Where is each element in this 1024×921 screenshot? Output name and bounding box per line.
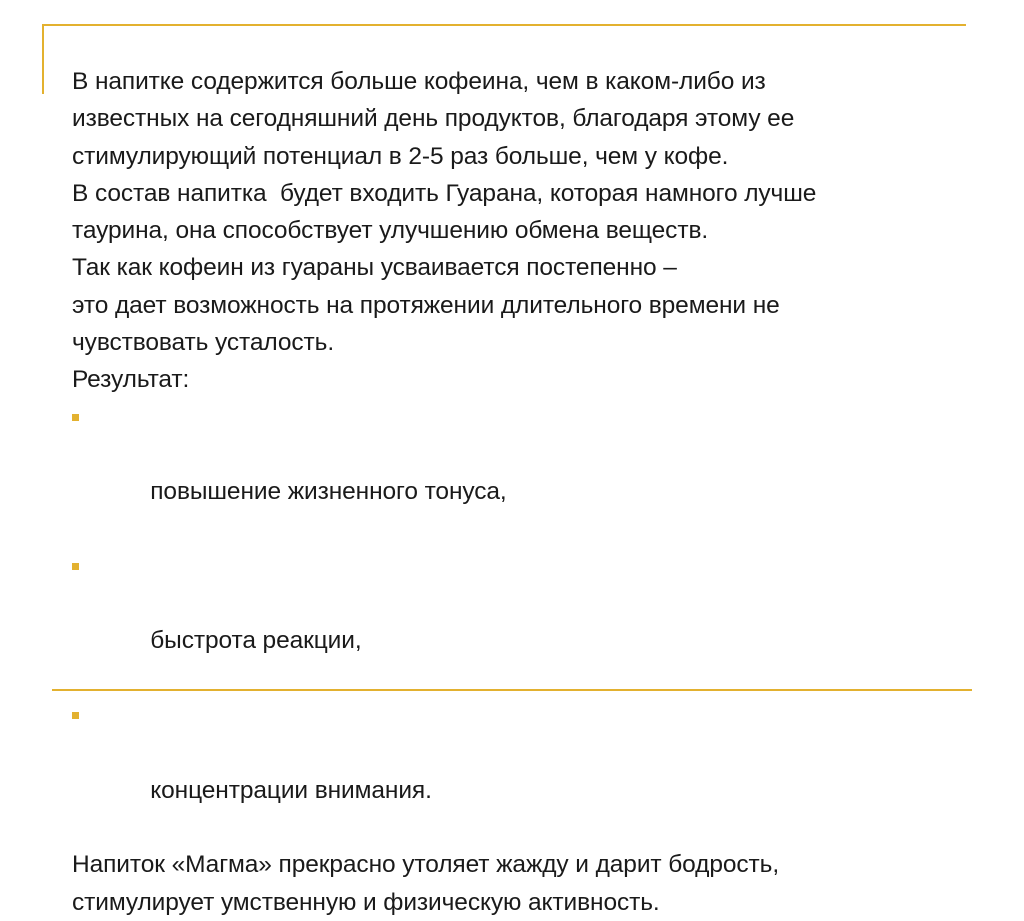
closing-line-1: Напиток «Магма» прекрасно утоляет жажду и дарит бодрость, xyxy=(72,851,780,879)
square-bullet-icon xyxy=(72,712,79,719)
body-line-5: таурина, она способствует улучшению обмена веществ. xyxy=(72,217,709,245)
list-item xyxy=(72,399,972,548)
list-item xyxy=(72,548,972,697)
result-heading: Результат: xyxy=(72,366,190,394)
closing-line-2: стимулирует умственную и физическую активность. xyxy=(72,888,660,916)
body-line-4: В состав напитка будет входить Гуарана, которая намного лучше xyxy=(72,179,817,207)
body-line-1: В напитке содержится больше кофеина, чем в каком-либо из xyxy=(72,68,766,95)
list-item-text: концентрации внимания. xyxy=(150,776,432,804)
result-list xyxy=(72,399,972,847)
list-item-text: повышение жизненного тонуса, xyxy=(150,478,507,506)
frame-left-rule xyxy=(42,24,44,94)
slide-body xyxy=(72,63,972,921)
frame-bottom-rule xyxy=(52,689,972,691)
list-item xyxy=(72,697,972,846)
body-line-2: известных на сегодняшний день продуктов, благодаря этому ее xyxy=(72,105,795,133)
body-line-3: стимулирующий потенциал в 2-5 раз больше, чем у кофе. xyxy=(72,142,729,170)
body-line-8: чувствовать усталость. xyxy=(72,329,335,357)
list-item-text: быстрота реакции, xyxy=(150,627,362,655)
square-bullet-icon xyxy=(72,414,79,421)
body-line-7: это дает возможность на протяжении длительного времени не xyxy=(72,291,780,319)
square-bullet-icon xyxy=(72,563,79,570)
body-line-6: Так как кофеин из гуараны усваивается постепенно – xyxy=(72,254,677,282)
frame-top-rule xyxy=(42,24,966,26)
